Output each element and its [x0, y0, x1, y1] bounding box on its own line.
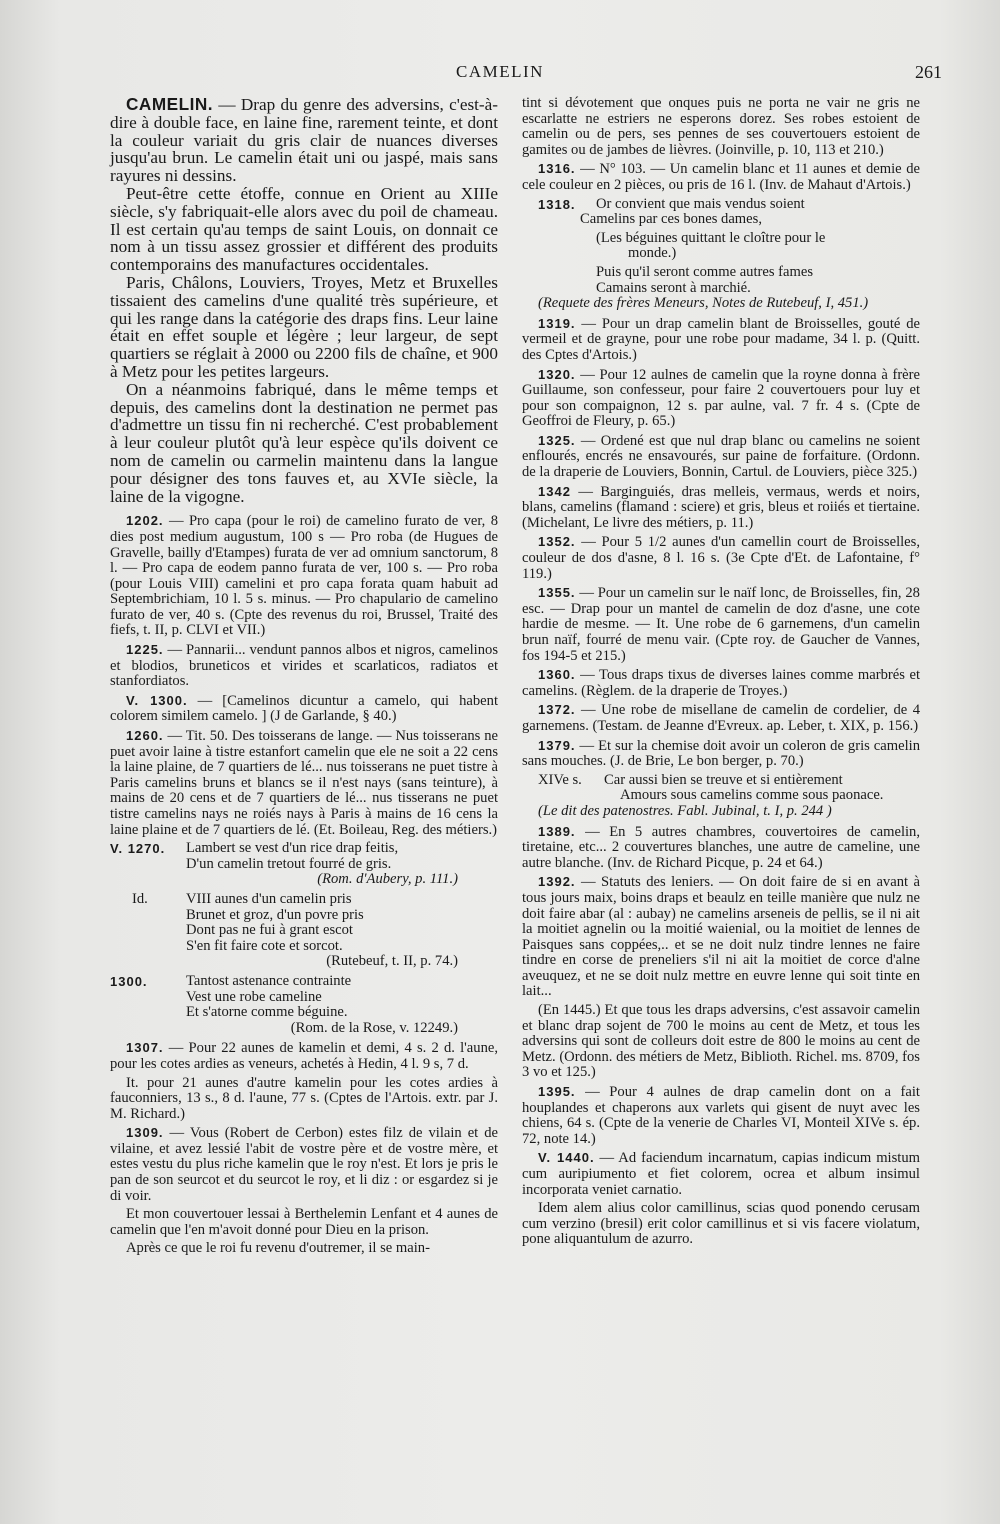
entry-year: 1319.: [538, 315, 576, 331]
verse-1300: 1300. Tantost astenance contrainte Vest une robe cameline Et s'atorne comme béguine. (Rom. de la Rose, v. 12249.): [110, 974, 498, 1036]
entry-year: 1202.: [126, 513, 164, 529]
verse-id: Id. VIII aunes d'un camelin pris Brunet et groz, d'un povre pris Dont pas ne fui à grant escot S'en fit faire cote et sorcot. (Rutebeuf, t. II, p. 74.): [110, 892, 498, 970]
entry-1316: 1316. — N° 103. — Un camelin blanc et 11 aunes et demie de cele couleur en 2 pièces, ou pris de 16 l. (Inv. de Mahaut d'Artois.): [522, 161, 920, 193]
verse-label: 1318.: [538, 196, 576, 212]
entry-year: 1392.: [538, 874, 576, 890]
entry-1325: 1325. — Ordené est que nul drap blanc ou camelins ne soient enflourés, encrés ne ensavourés, sur paine de forfaiture. (Ordonn. de la draperie de Louviers, Bonnin, Cartul. de Louviers, pièce 325.): [522, 432, 920, 481]
entry-year: 1342: [538, 483, 571, 499]
entry-year: 1309.: [126, 1125, 164, 1141]
entry-1260: 1260. — Tit. 50. Des toisserans de lange. — Nus toisserans ne puet avoir laine à tistre estanfort camelin que ele ne soit a 22 cens la laine plaine, de 7 quartiers de lé... nus toisserans ne puet tistre à Paris camelins bruns et blancs se il n'est nays (sans teinture), à mains de 20 cens et de 7 quartiers de lé... nus tisserans ne puet tistre camelins nays ne roiés nays à Paris à mains de 16 cens la laine plaine et de 7 quartiers de lé. (Et. Boileau, Reg. des métiers.): [110, 728, 498, 838]
verse-label: V. 1270.: [110, 841, 166, 857]
entry-year: 1325.: [538, 432, 576, 448]
entry-year: 1379.: [538, 737, 576, 753]
entry-year: 1225.: [126, 642, 164, 658]
entry-1202: 1202. — Pro capa (pour le roi) de camelino furato de ver, 8 dies post medium augustum, 100 s — Pro roba (de Hugues de Gravelle, bailly d'Etampes) furata de ver ad omnium sanctorum, 8 l. — Pro capa de eodem panno furata de ver, 100 s. — Pro roba (pour Louis VIII) camelini et pro capa forata quam habuit ad Septembrichiam, 10 l. 5 s. minus. — Pro chapulario de camelino furato de ver, 40 s. (Cpte des revenus du roi, Brussel, Traité des fiefs, t. II, p. CLVI et VII.): [110, 513, 498, 639]
verse-label: 1300.: [110, 973, 148, 989]
entry-year: 1395.: [538, 1084, 576, 1100]
entry-1352: 1352. — Pour 5 1/2 aunes d'un camellin court de Broisselles, couleur de dos d'asne, 8 l. 16 s. (3e Cpte d'Et. de Lafontaine, f° 119.): [522, 534, 920, 582]
right-column: [522, 96, 920, 1251]
entry-v1440: V. 1440. — Ad faciendum incarnatum, capias indicum mistum cum auripiumento et fiet colorem, ocrea et album insimul incorporata veniet carnatio.: [522, 1150, 920, 1198]
entry-1360: 1360. — Tous draps tixus de diverses laines comme marbrés et camelins. (Règlem. de la draperie de Troyes.): [522, 667, 921, 699]
entry-1320: 1320. — Pour 12 aulnes de camelin que la royne donna à frère Guillaume, son confesseur, pour faire 2 couvertouers pour luy et pour son compaignon, 12 s. par aulne, val. 7 fr. 4 s. (Cpte de Geoffroi de Fleury, p. 65.): [522, 366, 920, 430]
verse-citation: (Requete des frères Meneurs, Notes de Rutebeuf, I, 451.): [538, 295, 869, 312]
verse-1270: V. 1270. Lambert se vest d'un rice drap feitis, D'un camelin tretout fourré de gris. (Rom. d'Aubery, p. 111.): [110, 841, 498, 888]
entry-1392: 1392. — Statuts des leniers. — On doit faire de si en avant à tous jours maix, boins draps et beaulz en teille manière que nulz ne doit faire abar (al : aubay) ne camelins arseneis de pellis, se il ni ait la moitiet agnelin ou la moitié waienial, ou la moitiet de lennes de Paisques sans coppées,.. et se ne doit nulz tindre lennes ne faire tindre en corse de preneliers s'il ni ait la moitiet de corce d'alne aveuquez, et ne se doit nulz mettre en euvre lenne qui soit tinte en lait...: [522, 874, 920, 1000]
entry-year: 1352.: [538, 534, 576, 550]
entry-1395: 1395. — Pour 4 aulnes de drap camelin dont on a fait houplandes et chaperons aux varlets qui gisent de nuyt avec les chiens, 64 s. (Cpte de la venerie de Charles VI, Monteil XIVe s. ép. 72, note 14.): [522, 1084, 920, 1147]
entry-1319: 1319. — Pour un drap camelin blant de Broisselles, gouté de vermeil et de grayne, pour une robe pour madame, 34 l. p. (Quitt. des Cptes d'Artois.): [522, 315, 920, 363]
entry-year: V. 1440.: [538, 1150, 595, 1166]
entry-1309: 1309. — Vous (Robert de Cerbon) estes filz de vilain et de vilaine, et avez lessié l'abit de vostre père et de vostre mère, et estes vestu du plus riche kamelin que le roy n'est. Et lors je pris le pan de son seurcot et du seurcot le roy, et li diz : or esgardez si je di voir.: [110, 1125, 498, 1204]
intro-paragraph: CAMELIN. — Drap du genre des adversins, c'est-à-dire à double face, en laine fine, rarement teinte, et dont la couleur variait du gris clair de nuances diverses jusqu'au brun. Le camelin était uni ou jaspé, mais sans rayures ni dessins.: [110, 94, 498, 186]
headword: CAMELIN.: [126, 94, 214, 114]
entry-year: 1389.: [538, 823, 576, 839]
entry-1379: 1379. — Et sur la chemise doit avoir un coleron de gris camelin sans mouches. (J. de Brie, Le bon berger, p. 70.): [522, 737, 920, 770]
entry-1445: (En 1445.) Et que tous les draps adversins, c'est assavoir camelin et blanc drap sojent de 700 le moins au cent de Metz, et tous les adversins qui sont de colleurs doit estre de 800 le moins au cent de Metz. (Ordonn. des métiers de Metz, Biblioth. Richel. ms. 8709, fos 3 vo et 125.): [522, 1002, 920, 1081]
running-title: CAMELIN: [456, 62, 544, 81]
entry-year: V. 1300.: [126, 692, 188, 708]
verse-citation: (Le dit des patenostres. Fabl. Jubinal, t. I, p. 244 ): [538, 802, 832, 819]
verse-citation: (Rutebeuf, t. II, p. 74.): [326, 953, 458, 970]
intro-paragraph: Peut-être cette étoffe, connue en Orient au XIIIe siècle, s'y fabriquait-elle alors avec du poil de chameau. Il est certain qu'au temps de saint Louis, on donnait ce nom à un tissu assez grossier et différent des produits contemporains des manufactures occidentales.: [110, 183, 498, 275]
verse-1318: 1318. Or convient que mais vendus soient Camelins par ces bones dames, (Les béguines quittant le cloître pour le monde.) Puis qu'il seront comme autres fames Camains seront à marchié. (Requete des frères Meneurs, Notes de Rutebeuf, I, 451.): [522, 197, 920, 312]
entry-year: 1260.: [126, 728, 164, 744]
verse-label: Id.: [132, 890, 148, 907]
entry-1309-cont: Et mon couvertouer lessai à Berthelemin Lenfant et 4 aunes de camelin que l'en m'avoit donné pour Dieu en la prison.: [110, 1206, 498, 1238]
left-column: [110, 96, 498, 1260]
intro-paragraph: On a néanmoins fabriqué, dans le même temps et depuis, des camelins dont la destination ne permet pas d'admettre un tissu fin ni recherché. C'est probablement à leur couleur plutôt qu'à leur espèce qu'ils doivent ce nom de camelin ou carmelin maintenu dans la langue pour désigner des tons fauves et, au XVIe siècle, la laine de la vigogne.: [110, 379, 498, 506]
entry-1342: 1342 — Barginguiés, dras melleis, vermaus, werds et noirs, blans, camelins (flamand : sciere) et gris, bleus et roiiés et tiertaine. (Michelant, Le livre des métiers, p. 11.): [522, 483, 920, 531]
entry-1355: 1355. — Pour un camelin sur le naïf lonc, de Broisselles, fin, 28 esc. — Drap pour un mantel de camelin de doz d'asne, une cote hardie de mesme. — It. Une robe de 6 garnemens, d'un camelin brun naïf, fourré de menu vair. (Cpte roy. de Gaucher de Vannes, fos 194-5 et 215.): [522, 585, 920, 664]
entry-year: 1355.: [538, 585, 576, 601]
entry-year: 1372.: [538, 702, 576, 718]
entry-year: 1320.: [538, 366, 576, 382]
entry-year: 1307.: [126, 1040, 164, 1056]
entry-v1300: V. 1300. — [Camelinos dicuntur a camelo, qui habent colorem similem camelo. ] (J de Garlande, § 40.): [110, 692, 499, 725]
intro-paragraph: Paris, Châlons, Louviers, Troyes, Metz et Bruxelles tissaient des camelins d'une qualité très supérieure, et qui les range dans la catégorie des draps fins. Leur laine était en effet souple et légère ; leur largeur, de sept quartiers se réglait à 2000 ou 2200 fils de chaîne, et 900 à Metz pour les petites largeurs.: [110, 272, 498, 381]
verse-14th-century: XIVe s. Car aussi bien se treuve et si entièrement Amours sous camelins comme sous paonace. (Le dit des patenostres. Fabl. Jubinal, t. I, p. 244 ): [522, 773, 920, 820]
entry-1372: 1372. — Une robe de misellane de camelin de cordelier, de 4 garnemens. (Testam. de Jeanne d'Evreux. ap. Leber, t. XIX, p. 156.): [522, 702, 921, 734]
verse-label: XIVe s.: [538, 771, 582, 788]
entry-1389: 1389. — En 5 autres chambres, couvertoires de camelin, tiretaine, etc... 2 couvertures blanches, une autre de cameline, une autre blanche. (Inv. de Richard Picque, p. 24 et 64.): [522, 823, 920, 871]
entry-1225: 1225. — Pannarii... vendunt pannos albos et nigros, camelinos et blodios, bruneticos et virides et scarlaticos, radiatos et stanfordiatos.: [110, 642, 498, 690]
entry-continuation: tint si dévotement que onques puis ne porta ne vair ne gris ne escarlatte ne estriers ne esperons dorez. Ses robes estoient de camelin ou de pers, ses pennes de ses couvertouers estoient de gamites ou de jambes de lièvres. (Joinville, p. 10, 113 et 210.): [522, 95, 920, 158]
entry-1307-cont: It. pour 21 aunes d'autre kamelin pour les cotes ardies à fauconniers, 13 s., 8 d. l'aune, 77 s. (Cptes de l'Artois. extr. par J. M. Richard.): [110, 1074, 498, 1122]
intro-section: [110, 96, 498, 505]
entry-year: 1316.: [538, 161, 576, 177]
page-number: 261: [915, 62, 942, 82]
entry-year: 1360.: [538, 667, 576, 683]
entry-v1440-cont: Idem alem alius color camillinus, scias quod ponendo cerusam cum verzino (bresil) erit color camillinus et si vis facere violatum, pone aliquantulum de azurro.: [522, 1200, 920, 1248]
entry-1307: 1307. — Pour 22 aunes de kamelin et demi, 4 s. 2 d. l'aune, pour les cotes ardies as veneurs, achetés à Hedin, 4 l. 9 s, 7 d.: [110, 1040, 498, 1072]
verse-citation: (Rom. de la Rose, v. 12249.): [290, 1019, 458, 1036]
entry-1309-cont: Après ce que le roi fu revenu d'outremer, il se main-: [126, 1240, 430, 1257]
verse-citation: (Rom. d'Aubery, p. 111.): [317, 871, 458, 888]
